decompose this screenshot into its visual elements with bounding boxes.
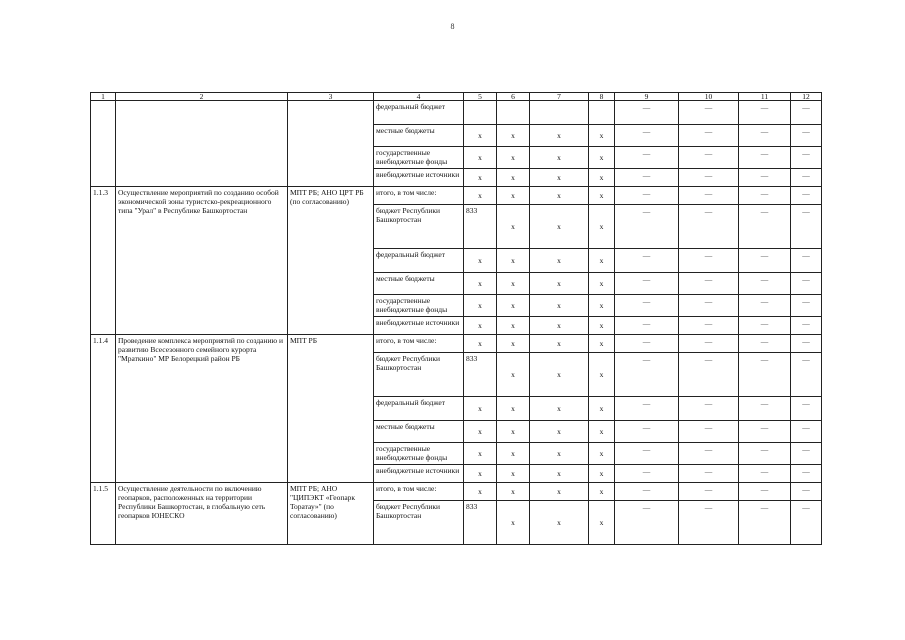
x-mark: x [464, 483, 497, 501]
budget-table [90, 92, 822, 545]
funding-source: бюджет Республики Башкортостан [374, 205, 464, 249]
funding-source: федеральный бюджет [374, 249, 464, 273]
dash-mark: — [615, 169, 679, 187]
column-header: 1 [91, 93, 116, 101]
x-mark: x [464, 147, 497, 169]
funding-source: федеральный бюджет [374, 397, 464, 421]
x-mark: x [589, 397, 615, 421]
dash-mark: — [739, 101, 791, 125]
funding-source: бюджет Республики Башкортостан [374, 501, 464, 545]
dash-mark: — [679, 147, 739, 169]
x-mark: x [530, 443, 589, 465]
x-mark: x [497, 295, 530, 317]
dash-mark: — [679, 187, 739, 205]
x-mark [589, 101, 615, 125]
x-mark: x [589, 335, 615, 353]
x-mark: x [589, 169, 615, 187]
x-mark: x [497, 465, 530, 483]
header-row [91, 93, 822, 101]
dash-mark: — [679, 465, 739, 483]
x-mark: x [530, 205, 589, 249]
dash-mark: — [739, 147, 791, 169]
dash-mark: — [679, 295, 739, 317]
page-number: 8 [450, 22, 455, 31]
dash-mark: — [615, 501, 679, 545]
x-mark: x [530, 483, 589, 501]
x-mark: x [530, 125, 589, 147]
dash-mark: — [679, 483, 739, 501]
dash-mark: — [739, 187, 791, 205]
x-mark: x [530, 169, 589, 187]
dash-mark: — [739, 335, 791, 353]
table-row [91, 187, 822, 205]
dash-mark: — [615, 125, 679, 147]
dash-mark: — [791, 421, 822, 443]
dash-mark: — [679, 353, 739, 397]
dash-mark: — [739, 125, 791, 147]
dash-mark: — [615, 483, 679, 501]
dash-mark: — [791, 205, 822, 249]
dash-mark: — [615, 317, 679, 335]
row-number: 1.1.3 [91, 187, 116, 335]
dash-mark: — [791, 397, 822, 421]
dash-mark: — [615, 295, 679, 317]
x-mark: x [530, 501, 589, 545]
dash-mark: — [615, 101, 679, 125]
table-row [91, 335, 822, 353]
dash-mark: — [679, 169, 739, 187]
dash-mark: — [791, 249, 822, 273]
dash-mark: — [791, 335, 822, 353]
dash-mark: — [679, 501, 739, 545]
amount-value: 833 [464, 501, 497, 545]
dash-mark: — [679, 317, 739, 335]
x-mark: x [589, 187, 615, 205]
activity-title: Осуществление деятельности по включению геопарков, расположенных на территории Республики Башкортостан, в глобальную сеть геопарков ЮНЕСКО [116, 483, 288, 545]
column-header: 7 [530, 93, 589, 101]
x-mark: x [464, 317, 497, 335]
funding-source: федеральный бюджет [374, 101, 464, 125]
table-body [91, 101, 822, 545]
x-mark: x [530, 295, 589, 317]
dash-mark: — [791, 501, 822, 545]
row-number: 1.1.5 [91, 483, 116, 545]
x-mark: x [530, 249, 589, 273]
row-number: 1.1.4 [91, 335, 116, 483]
funding-source: местные бюджеты [374, 421, 464, 443]
dash-mark: — [791, 465, 822, 483]
dash-mark: — [615, 397, 679, 421]
funding-source: государственные внебюджетные фонды [374, 147, 464, 169]
x-mark: x [497, 125, 530, 147]
dash-mark: — [791, 187, 822, 205]
funding-source: внебюджетные источники [374, 465, 464, 483]
dash-mark: — [791, 483, 822, 501]
dash-mark: — [739, 501, 791, 545]
funding-source: внебюджетные источники [374, 317, 464, 335]
x-mark [464, 101, 497, 125]
x-mark: x [497, 353, 530, 397]
dash-mark: — [739, 397, 791, 421]
dash-mark: — [739, 273, 791, 295]
x-mark: x [497, 501, 530, 545]
dash-mark: — [739, 295, 791, 317]
funding-source: итого, в том числе: [374, 483, 464, 501]
dash-mark: — [615, 249, 679, 273]
x-mark: x [464, 249, 497, 273]
amount-value: 833 [464, 353, 497, 397]
dash-mark: — [739, 353, 791, 397]
dash-mark: — [791, 169, 822, 187]
dash-mark: — [615, 421, 679, 443]
dash-mark: — [679, 421, 739, 443]
dash-mark: — [739, 249, 791, 273]
x-mark: x [589, 205, 615, 249]
funding-source: государственные внебюджетные фонды [374, 295, 464, 317]
x-mark: x [530, 187, 589, 205]
x-mark: x [589, 295, 615, 317]
activity-title [116, 101, 288, 187]
funding-source: бюджет Республики Башкортостан [374, 353, 464, 397]
dash-mark: — [739, 205, 791, 249]
funding-source: государственные внебюджетные фонды [374, 443, 464, 465]
column-header: 4 [374, 93, 464, 101]
x-mark: x [497, 397, 530, 421]
dash-mark: — [679, 205, 739, 249]
column-header: 6 [497, 93, 530, 101]
x-mark: x [464, 443, 497, 465]
x-mark: x [464, 397, 497, 421]
x-mark: x [589, 443, 615, 465]
column-header: 8 [589, 93, 615, 101]
dash-mark: — [739, 483, 791, 501]
dash-mark: — [739, 421, 791, 443]
dash-mark: — [679, 273, 739, 295]
x-mark: x [589, 147, 615, 169]
x-mark: x [497, 317, 530, 335]
activity-title: Проведение комплекса мероприятий по созданию и развитию Всесезонного семейного курорта "Мраткино" МР Белорецкий район РБ [116, 335, 288, 483]
column-header: 5 [464, 93, 497, 101]
dash-mark: — [791, 101, 822, 125]
dash-mark: — [739, 169, 791, 187]
x-mark: x [530, 465, 589, 483]
dash-mark: — [679, 443, 739, 465]
x-mark [497, 101, 530, 125]
dash-mark: — [791, 147, 822, 169]
x-mark: x [497, 205, 530, 249]
dash-mark: — [739, 317, 791, 335]
x-mark: x [464, 335, 497, 353]
x-mark: x [497, 483, 530, 501]
dash-mark: — [615, 205, 679, 249]
dash-mark: — [679, 397, 739, 421]
x-mark: x [464, 187, 497, 205]
dash-mark: — [679, 249, 739, 273]
executor: МПТ РБ [288, 335, 374, 483]
x-mark: x [530, 317, 589, 335]
dash-mark: — [791, 273, 822, 295]
activity-title: Осуществление мероприятий по созданию особой экономической зоны туристско-рекреационного типа "Урал" в Республике Башкортостан [116, 187, 288, 335]
row-number [91, 101, 116, 187]
x-mark: x [530, 397, 589, 421]
x-mark: x [589, 465, 615, 483]
funding-source: итого, в том числе: [374, 335, 464, 353]
column-header: 11 [739, 93, 791, 101]
x-mark: x [497, 273, 530, 295]
x-mark: x [464, 465, 497, 483]
x-mark: x [464, 125, 497, 147]
x-mark: x [464, 169, 497, 187]
x-mark: x [530, 273, 589, 295]
x-mark: x [497, 443, 530, 465]
x-mark: x [589, 421, 615, 443]
dash-mark: — [791, 317, 822, 335]
x-mark: x [530, 147, 589, 169]
column-header: 9 [615, 93, 679, 101]
x-mark: x [589, 125, 615, 147]
dash-mark: — [679, 335, 739, 353]
dash-mark: — [615, 465, 679, 483]
dash-mark: — [791, 295, 822, 317]
x-mark: x [589, 501, 615, 545]
dash-mark: — [615, 187, 679, 205]
x-mark: x [497, 421, 530, 443]
dash-mark: — [615, 443, 679, 465]
x-mark: x [464, 295, 497, 317]
dash-mark: — [615, 273, 679, 295]
executor: МПТ РБ; АНО ЦРТ РБ (по согласованию) [288, 187, 374, 335]
dash-mark: — [679, 101, 739, 125]
x-mark: x [464, 273, 497, 295]
x-mark: x [464, 421, 497, 443]
x-mark: x [530, 421, 589, 443]
amount-value: 833 [464, 205, 497, 249]
dash-mark: — [739, 465, 791, 483]
funding-source: местные бюджеты [374, 125, 464, 147]
dash-mark: — [791, 443, 822, 465]
dash-mark: — [615, 353, 679, 397]
x-mark [530, 101, 589, 125]
x-mark: x [589, 249, 615, 273]
x-mark: x [497, 169, 530, 187]
executor: МПТ РБ; АНО "ЦИПЭКТ «Геопарк Торатау»" (по согласованию) [288, 483, 374, 545]
dash-mark: — [615, 147, 679, 169]
table-row [91, 101, 822, 125]
x-mark: x [589, 483, 615, 501]
dash-mark: — [791, 353, 822, 397]
x-mark: x [497, 147, 530, 169]
column-header: 2 [116, 93, 288, 101]
funding-source: местные бюджеты [374, 273, 464, 295]
column-header: 12 [791, 93, 822, 101]
dash-mark: — [739, 443, 791, 465]
table-row [91, 483, 822, 501]
x-mark: x [530, 335, 589, 353]
funding-source: итого, в том числе: [374, 187, 464, 205]
x-mark: x [589, 317, 615, 335]
funding-source: внебюджетные источники [374, 169, 464, 187]
x-mark: x [497, 335, 530, 353]
x-mark: x [497, 249, 530, 273]
dash-mark: — [615, 335, 679, 353]
column-header: 3 [288, 93, 374, 101]
x-mark: x [589, 273, 615, 295]
dash-mark: — [679, 125, 739, 147]
x-mark: x [530, 353, 589, 397]
dash-mark: — [791, 125, 822, 147]
x-mark: x [589, 353, 615, 397]
x-mark: x [497, 187, 530, 205]
executor [288, 101, 374, 187]
column-header: 10 [679, 93, 739, 101]
